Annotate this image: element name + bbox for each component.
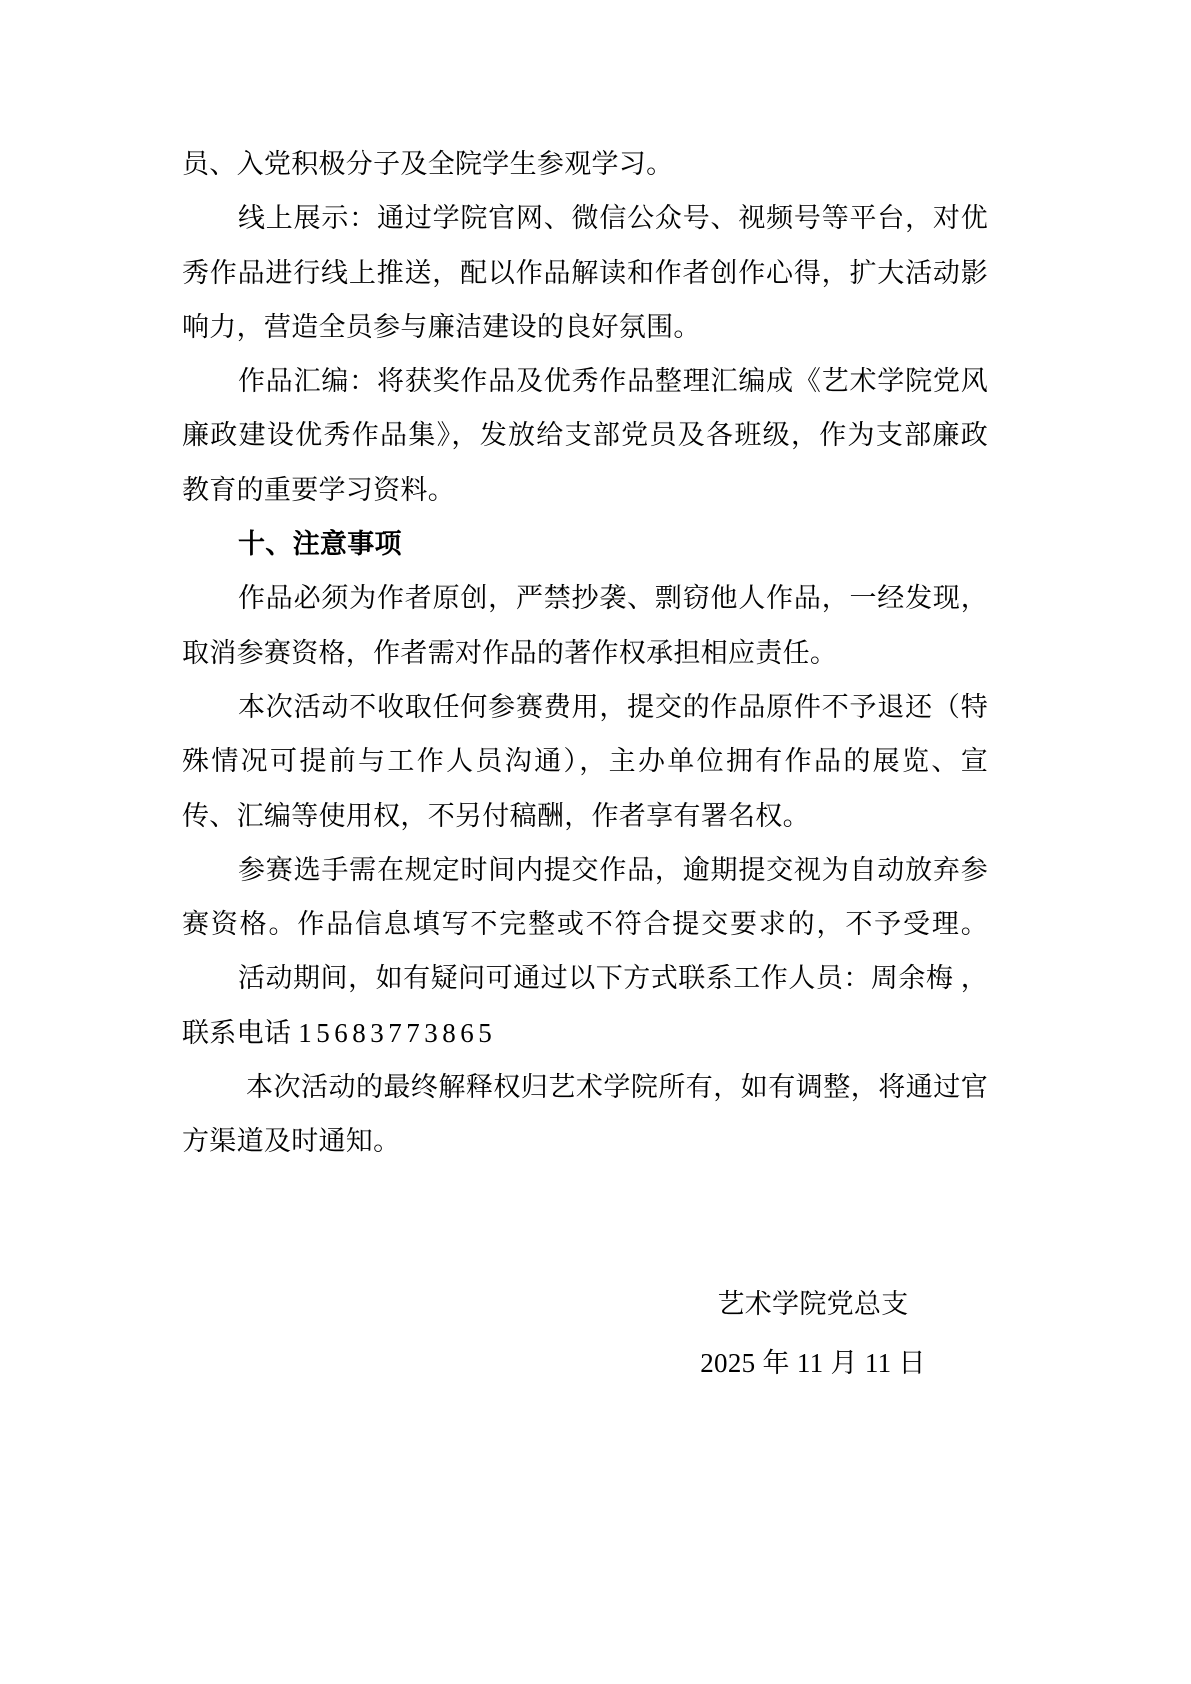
text-line: 活动期间，如有疑问可通过以下方式联系工作人员：周余梅 ， [238,963,988,994]
text-line: 本次活动不收取任何参赛费用，提交的作品原件不予退还（特 [238,691,988,722]
signature-date: 2025 年 11 月 11 日 [700,1347,926,1378]
text-line: 本次活动的最终解释权归艺术学院所有，如有调整，将通过官 [246,1072,988,1103]
text-line: 方渠道及时通知。 [182,1126,401,1157]
text-line: 线上展示：通过学院官网、微信公众号、视频号等平台，对优 [238,203,988,234]
text-line: 员、入党积极分子及全院学生参观学习。 [182,149,674,179]
text-line: 传、汇编等使用权，不另付稿酬，作者享有署名权。 [182,800,810,831]
phone-number: 15683773865 [298,1017,497,1048]
body-lines [182,137,988,1169]
text-line: 秀作品进行线上推送，配以作品解读和作者创作心得，扩大活动影 [182,257,988,288]
text-line: 联系电话 15683773865 [182,1017,497,1048]
text-line: 作品必须为作者原创，严禁抄袭、剽窃他人作品，一经发现， [238,583,988,614]
section-heading: 十、注意事项 [238,529,402,560]
text-line: 参赛选手需在规定时间内提交作品，逾期提交视为自动放弃参 [238,854,988,885]
document-body [182,137,988,1390]
text-line: 作品汇编：将获奖作品及优秀作品整理汇编成《艺术学院党风 [238,366,988,397]
signature-org: 艺术学院党总支 [717,1289,909,1320]
signature-block [638,1277,988,1390]
text-line: 教育的重要学习资料。 [182,474,455,505]
text-line: 殊情况可提前与工作人员沟通），主办单位拥有作品的展览、宣 [182,746,988,777]
text-line: 取消参赛资格，作者需对作品的著作权承担相应责任。 [182,637,838,668]
text-line: 廉政建设优秀作品集》，发放给支部党员及各班级，作为支部廉政 [182,420,988,451]
text-line: 响力，营造全员参与廉洁建设的良好氛围。 [182,311,701,342]
text-line: 赛资格。作品信息填写不完整或不符合提交要求的，不予受理。 [182,909,988,940]
blank-space [182,1169,988,1278]
